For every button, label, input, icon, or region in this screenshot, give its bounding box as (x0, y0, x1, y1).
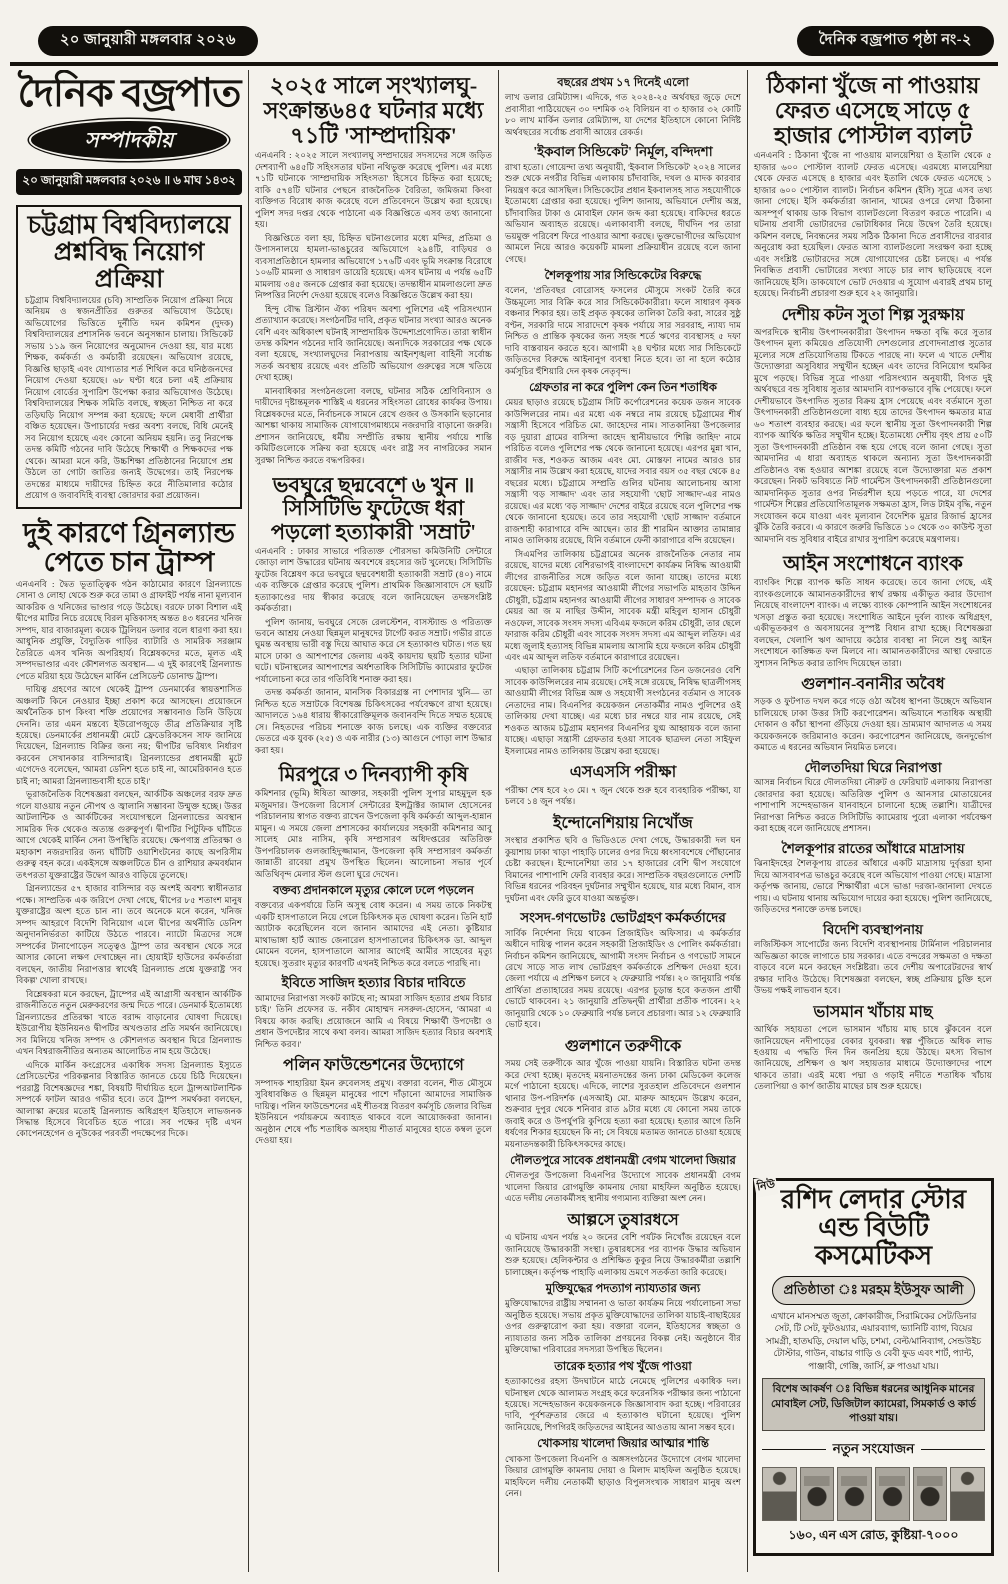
subhead-polling-officials: সংসদ-গণভোটঃ ভোটগ্রহণ কর্মকর্তাদের (520, 910, 726, 926)
masthead-title: দৈনিক বজ্রপাত (17, 72, 241, 115)
ad-new-tag: নিউ (754, 1175, 779, 1198)
camera-photo (913, 1467, 948, 1521)
article-body: ব্যাংকিং শিল্পে ব্যাপক ক্ষতি সাধন করেছে। তবে জানা গেছে, এই ব্যাংকগুলোকে আমানতকারীদের স্বার্থ রক্ষায় একীভূত করার উদ্যোগ নিয়েছে বাংলাদেশ ব্যাংক। এ লক্ষ্যে ব্যাংক কোম্পানি আইন সংশোধনের খসড়া প্রস্তুত করা হয়েছে। সংশোধিত আইনে দুর্বল ব্যাংক অধিগ্রহণ, একীভূতকরণ ও অবসায়নের সুস্পষ্ট বিধান রাখা হচ্ছে। বিশেষজ্ঞরা বলছেন, খেলাপি ঋণ আদায়ে কঠোর ব্যবস্থা না নিলে শুধু আইন সংশোধনে কাঙ্ক্ষিত ফল মিলবে না। আমানতকারীদের আস্থা ফেরাতে সুশাসন নিশ্চিত করার তাগিদ দিয়েছেন তারা। (754, 577, 992, 668)
subhead-tareq-murder: তারেক হত্যার পথ খুঁজে পাওয়া (554, 1360, 692, 1373)
article-body: আর্থিক সহায়তা পেলে ভাসমান খাঁচায় মাছ চাষে ঝুঁকবেন বলে জানিয়েছেন নদীপাড়ের বেকার যুবকরা। স্বল্প পুঁজিতে অধিক লাভ হওয়ায় এ পদ্ধতি দিন দিন জনপ্রিয় হয়ে উঠছে। মৎস্য বিভাগ জানিয়েছে, প্রশিক্ষণ ও ঋণ সহায়তার মাধ্যমে উদ্যোক্তাদের পাশে থাকবে তারা। এরই মধ্যে পদ্মা ও গড়াই নদীতে শতাধিক খাঁচায় তেলাপিয়া ও কার্প জাতীয় মাছের চাষ শুরু হয়েছে। (754, 1024, 992, 1092)
article-body: গ্রিনল্যান্ডের ৫৭ হাজার বাসিন্দার বড় অংশই অবশ্য স্বাধীনতার পক্ষে। সাম্প্রতিক এক জরিপে দেখা গেছে, দ্বীপের ৮৫ শতাংশ মানুষ যুক্তরাষ্ট্রের অংশ হতে চান না। তবে অনেকে মনে করেন, খনিজ সম্পদ আহরণে বিদেশি বিনিয়োগ এলে দ্বীপের অর্থনীতি ডেনিশ অনুদাননির্ভরতা কাটিয়ে উঠতে পারবে। ন্যাটো মিত্রদের সঙ্গে সম্পর্কের টানাপোড়েন সত্ত্বেও ট্রাম্প তার অবস্থান থেকে সরে আসার কোনো লক্ষণ দেখাচ্ছেন না। হোয়াইট হাউসের কর্মকর্তারা বলছেন, জাতীয় নিরাপত্তার স্বার্থেই গ্রিনল্যান্ড প্রশ্নে যুক্তরাষ্ট্র 'সব বিকল্প' খোলা রাখছে। (16, 883, 242, 986)
editorial-body: চট্টগ্রাম বিশ্ববিদ্যালয়ের (চবি) সাম্প্রতিক নিয়োগ প্রক্রিয়া নিয়ে অনিয়ম ও স্বজনপ্রীতির গুরুতর অভিযোগ উঠেছে। অভিযোগের ভিত্তিতে দুর্নীতি দমন কমিশন (দুদক) বিশ্ববিদ্যালয়ের প্রশাসনিক ভবনে অনুসন্ধান চালায়। সিন্ডিকেট সভায় ১১৯ জন নিয়োগের অনুমোদন দেওয়া হয়, যার মধ্যে শিক্ষক, কর্মকর্তা ও কর্মচারী রয়েছেন। অভিযোগ রয়েছে, বিজ্ঞপ্তি ছাড়াই এবং যোগ্যতার শর্ত শিথিল করে ঘনিষ্ঠজনদের নিয়োগ দেওয়া হয়েছে। ৬৮ ঘণ্টা ধরে চলা এই প্রক্রিয়ায় নিয়োগ বোর্ডের সুপারিশ উপেক্ষা করার অভিযোগও উঠেছে। বিশ্ববিদ্যালয়ের শিক্ষক সমিতি বলছে, স্বচ্ছতা নিশ্চিত না করে তড়িঘড়ি নিয়োগ সম্পন্ন করা হয়েছে; ফলে মেধাবী প্রার্থীরা বঞ্চিত হয়েছেন। উপাচার্যের দপ্তর অবশ্য বলছে, বিধি মেনেই সব নিয়োগ হয়েছে এবং কোনো অনিয়ম হয়নি। তবু নিরপেক্ষ তদন্ত কমিটি গঠনের দাবি উঠেছে শিক্ষার্থী ও শিক্ষকদের পক্ষ থেকে। আমরা মনে করি, উচ্চশিক্ষা প্রতিষ্ঠানের নিয়োগে প্রশ্ন উঠলে তা গোটা জাতির জন্যই উদ্বেগের। তাই নিরপেক্ষ তদন্তের মাধ্যমে দায়ীদের চিহ্নিত করে নীতিমালার কঠোর প্রয়োগ ও জবাবদিহি ব্যবস্থা জোরদার করা প্রয়োজন। (25, 294, 233, 500)
subhead-gulshan-victim: গুলশানে তরুণীকে (564, 1037, 682, 1055)
article-body: মেয়র ছাড়াও রয়েছে চট্টগ্রাম সিটি কর্পোরেশনের কয়েক ডজন সাবেক কাউন্সিলরের নাম। এর মধ্যে এক নম্বরে নাম রয়েছে চট্টগ্রামের শীর্ষ সন্ত্রাসী হিসেবে পরিচিত মো. জাহেদের নাম। সাতকানিয়া উপজেলার বড় দুয়ারা গ্রামের বাসিন্দা জাহেদ স্থানীয়ভাবে 'শিল্পি জাহিদ' নামে পরিচিত বলেও পুলিশের পক্ষ থেকে জানানো হয়েছে। এরপর মুন্না খান, রাজীব দত্ত, শওকত আজম এবং মো. মোস্তফা নামের আরও চার সন্ত্রাসীর নাম উল্লেখ করা হয়েছে, যাদের সবার বয়স ৩৫ বছর থেকে ৪৫ বছরের মধ্যে। চট্টগ্রামে সম্প্রতি গুলির ঘটনায় আলোচনায় আসা সন্ত্রাসী 'বড় সাজ্জাদ' এবং তার সহযোগী 'ছোট সাজ্জাদ'-এর নামও রয়েছে। এর মধ্যে 'বড় সাজ্জাদ' দেশের বাইরে রয়েছে বলে পুলিশের পক্ষ থেকে জানানো হয়েছে। তবে তার সহযোগী 'ছোট সাজ্জাদ' বর্তমানে রাজশাহী কারাগারে বন্দি আছেন। তার স্ত্রী শারমিন আক্তার তামান্নার নামও তালিকায় রয়েছে, যিনি বর্তমানে ফেনী কারাগারে বন্দি রয়েছেন। (505, 397, 741, 546)
article-body: এনএনবি : ২০২৫ সালে সংখ্যালঘু সম্প্রদায়ের সদস্যদের সঙ্গে জড়িত দেশব্যাপী ৬৪৫টি সহিংসতার ঘটনা নথিভুক্ত করেছে পুলিশ। এর মধ্যে ৭১টি ঘটনাকে 'সাম্প্রদায়িক সহিংসতা' হিসেবে চিহ্নিত করা হয়েছে; বাকি ৫৭৪টি ঘটনার পেছনে রাজনৈতিক বৈরিতা, জমিজমা কিংবা ব্যক্তিগত বিরোধ কাজ করেছে বলে প্রতিবেদনে উল্লেখ করা হয়েছে। পুলিশ সদর দপ্তর থেকে পাঠানো এক বিজ্ঞপ্তিতে এসব তথ্য জানানো হয়। (255, 150, 492, 230)
article-body: সিএমপির তালিকায় চট্টগ্রামের অনেক রাজনৈতিক নেতার নাম রয়েছে, যাদের মধ্যে বেশিরভাগই বাংলাদেশে কার্যক্রম নিষিদ্ধ আওয়ামী লীগের রাজনীতির সঙ্গে জড়িত বলে জানা যাচ্ছে। তাদের মধ্যে রয়েছেন: চট্টগ্রাম মহানগর আওয়ামী লীগের সভাপতি মাহতাব উদ্দিন চৌধুরী, চট্টগ্রাম মহানগর আওয়ামী লীগের সাধারণ সম্পাদক ও সাবেক মেয়র আ জ ম নাছির উদ্দীন, সাবেক মন্ত্রী মহিবুল হাসান চৌধুরী নওফেল, সাবেক সংসদ সদস্য এবিএম ফজলে করিম চৌধুরী, তার ছেলে ফারাজ করিম চৌধুরী এবং সাবেক সংসদ সদস্য এম আব্দুল লতিফ। এর মধ্যে জুলাই হত্যাসহ বিভিন্ন মামলায় আসামি হয়ে ফজলে করিম চৌধুরী এবং এম আব্দুল লতিফ বর্তমানে কারাগারে রয়েছেন। (505, 548, 741, 662)
headline-murder: ভবঘুরে ছদ্মবেশে ৬ খুন ॥ সিসিটিভি ফুটেজে ধরা পড়লো হত্যাকারী 'সম্রাট' (270, 473, 477, 544)
subhead-alps-avalanche: আল্পসে তুষারধসে (567, 1211, 679, 1229)
subhead-bank-law: আইন সংশোধনে ব্যাংক (783, 553, 963, 576)
subhead-indonesia-missing: ইন্দোনেশিয়ায় নিখোঁজ (553, 814, 693, 832)
article-body: সড়ক ও ফুটপাত দখল করে গড়ে ওঠা অবৈধ স্থাপনা উচ্ছেদে অভিযান চালিয়েছে ঢাকা উত্তর সিটি করপোরেশন। অভিযানে শতাধিক অস্থায়ী দোকান ও কাঁচা স্থাপনা গুঁড়িয়ে দেওয়া হয়। ভ্রাম্যমাণ আদালত এ সময় কয়েকজনকে জরিমানাও করেন। করপোরেশন জানিয়েছে, জনদুর্ভোগ কমাতে এ ধরনের অভিযান নিয়মিত চলবে। (754, 696, 992, 753)
divider (921, 1449, 985, 1450)
subhead-iqbal-syndicate: 'ইকবাল সিন্ডিকেট' নির্মূল, বন্দিদশা (533, 144, 713, 160)
subhead-khoksa-khaleda: খোকসায় খালেদা জিয়ার আত্মার শান্তি (537, 1438, 709, 1451)
subhead-ssc-exam: এসএসসি পরীক্ষা (569, 764, 677, 782)
article-body: এদিকে মার্কিন কংগ্রেসের একাধিক সদস্য গ্রিনল্যান্ড ইস্যুতে প্রেসিডেন্টের পরিকল্পনার বিস্তারিত জানতে চেয়ে চিঠি দিয়েছেন। পররাষ্ট্র বিশেষজ্ঞদের শঙ্কা, বিষয়টি দীর্ঘায়িত হলে ট্রান্সআটলান্টিক সম্পর্কে ফাটল আরও গভীর হবে। তবে ট্রাম্প সমর্থকরা বলছেন, আলাস্কা ক্রয়ের মতোই গ্রিনল্যান্ড অধিগ্রহণ ইতিহাসে লাভজনক সিদ্ধান্ত হিসেবে বিবেচিত হতে পারে। সব পক্ষের দৃষ্টি এখন কোপেনহেগেন ও নুউকের পরবর্তী পদক্ষেপের দিকে। (16, 1059, 242, 1139)
editorial-headline: চট্টগ্রাম বিশ্ববিদ্যালয়ে প্রশ্নবিদ্ধ নিয়োগ প্রক্রিয়া (27, 211, 231, 293)
article-body: বিজ্ঞপ্তিতে বলা হয়, চিহ্নিত ঘটনাগুলোর মধ্যে মন্দির, প্রতিমা ও উপাসনালয়ে হামলা-ভাঙচুরের অভিযোগে ২৯৪টি, বাড়িঘর ও ব্যবসাপ্রতিষ্ঠানে হামলার অভিযোগে ১৭৬টি এবং ভূমি সংক্রান্ত বিরোধে ১০৬টি মামলা ও সাধারণ ডায়েরি হয়েছে। এসব ঘটনায় এ পর্যন্ত ৬৫টি মামলায় ৩৪৫ জনকে গ্রেপ্তার করা হয়েছে। তদন্তাধীন মামলাগুলো দ্রুত নিষ্পত্তির নির্দেশ দেওয়া হয়েছে বলেও বিজ্ঞপ্তিতে উল্লেখ করা হয়। (255, 232, 492, 301)
article-body: বক্তব্যের একপর্যায়ে তিনি অসুস্থ বোধ করেন। এ সময় তাকে নিকটস্থ একটি হাসপাতালে নিয়ে গেলে চিকিৎসক মৃত ঘোষণা করেন। তিনি হার্ট অ্যাটাক করেছিলেন বলে জানান আমাদের এই নেতা। কুষ্টিয়ার মাথাভাঙ্গা হার্ট অ্যান্ড জেনারেল হাসপাতালের চিকিৎসক ডা. আব্দুল মোমেন বলেন, হাসপাতালে আসার আগেই আমীর সাহেবের মৃত্যু হয়েছে। সুতরাং মৃত্যুর কারণটি এখনই নিশ্চিত করে বলতে পারছি না। (255, 900, 492, 968)
ad-special-offer: বিশেষ আকর্ষণ ঃ বিভিন্ন ধরনের আধুনিক মানের মোবাইল সেট, ডিজিটাল ক্যামেরা, সিমকার্ড ও কার্ড পাওয়া যায়। (762, 1378, 985, 1431)
ad-new-addition-label: নতুন সংযোজন (832, 1441, 915, 1456)
page-number-pill: দৈনিক বজ্রপাত পৃষ্ঠা নং-২ (797, 26, 994, 56)
article-body: হত্যাকাণ্ডের রহস্য উদঘাটনে মাঠে নেমেছে পুলিশের একাধিক দল। ঘটনাস্থল থেকে আলামত সংগ্রহ করে ফরেনসিক পরীক্ষার জন্য পাঠানো হয়েছে। সন্দেহভাজন কয়েকজনকে জিজ্ঞাসাবাদ করা হচ্ছে। পরিবারের দাবি, পূর্বশত্রুতার জেরে এ হত্যাকাণ্ড ঘটানো হয়েছে। পুলিশ জানিয়েছে, শিগগিরই জড়িতদের আইনের আওতায় আনা সম্ভব হবে। (505, 1376, 741, 1432)
subhead-speech-death: বক্তব্য প্রদানকালে মৃত্যুর কোলে ঢলে পড়লেন (273, 885, 474, 898)
subhead-palin-foundation: পলিন ফাউন্ডেশনের উদ্যোগে (283, 1057, 464, 1075)
masthead-dateline: ২০ জানুয়ারী মঙ্গলবার ২০২৬ ॥ ৬ মাঘ ১৪৩২ (16, 169, 242, 195)
article-body: এনএনবি : ঢাকার সাভারে পরিত্যক্ত পৌরসভা কমিউনিটি সেন্টারে জোড়া লাশ উদ্ধারের ঘটনায় অবশেষে রহস্যের জট খুলেছে। সিসিটিভি ফুটেজ বিশ্লেষণ করে ভবঘুরে ছদ্মবেশধারী হত্যাকারী সম্রাট (৪০) নামে এক ব্যক্তিকে গ্রেপ্তার করেছে পুলিশ। প্রাথমিক জিজ্ঞাসাবাদে সে ছয়টি হত্যাকাণ্ডের দায় স্বীকার করেছে বলে জানিয়েছেন তদন্তসংশ্লিষ্ট কর্মকর্তারা। (255, 545, 492, 614)
column-two (248, 70, 498, 1572)
column-three (498, 70, 747, 1572)
camera-photo (837, 1467, 872, 1521)
article-body: মানবাধিকার সংগঠনগুলো বলছে, ঘটনার সঠিক শ্রেণিবিন্যাস ও দায়ীদের দৃষ্টান্তমূলক শাস্তিই এ ধরনের সহিংসতা রোধের কার্যকর উপায়। বিশ্লেষকদের মতে, নির্বাচনকে সামনে রেখে গুজব ও উসকানি ছড়ানোর আশঙ্কা থাকায় সামাজিক যোগাযোগমাধ্যমে নজরদারি বাড়ানো জরুরি। প্রশাসন জানিয়েছে, ধর্মীয় সম্প্রীতি রক্ষায় স্থানীয় পর্যায়ে শান্তি কমিটিগুলোকে সক্রিয় করা হয়েছে এবং রাষ্ট্র সব নাগরিকের সমান সুরক্ষা নিশ্চিত করতে বদ্ধপরিকর। (255, 385, 492, 465)
person-photo (950, 1467, 985, 1521)
article-body: পরীক্ষা শেষ হবে ২৩ মে। ৭ জুন থেকে শুরু হবে ব্যবহারিক পরীক্ষা, যা চলবে ১৪ জুন পর্যন্ত। (505, 784, 741, 807)
ad-product-photos (762, 1467, 985, 1521)
subhead-arrest-list: গ্রেফতার না করে পুলিশ কেন তিন শতাধিক (529, 382, 717, 395)
article-body: লাখ ডলার রেমিট্যান্স। এদিকে, গত ২০২৪-২৫ অর্থবছর জুড়ে দেশে প্রবাসীরা পাঠিয়েছেন ৩০ দশমিক ৩২ বিলিয়ন বা ৩ হাজার ৩২ কোটি ৮০ লাখ মার্কিন ডলার রেমিট্যান্স, যা দেশের ইতিহাসে কোনো নির্দিষ্ট অর্থবছরের সর্বোচ্চ প্রবাসী আয়ের রেকর্ড। (505, 92, 741, 137)
article-body: অপরদিকে স্থানীয় উৎপাদনকারীরা উৎপাদন দক্ষতা বৃদ্ধি করে সুতার উৎপাদন মূল্য কমিয়েও প্রতিযোগী দেশগুলোর প্রণোদনাপ্রাপ্ত সুতোর মূল্যের সঙ্গে প্রতিযোগিতায় টিকতে পারছে না। ফলে এ খাতে দেশীয় উদ্যোক্তারা অসুবিধার সম্মুখীন হচ্ছেন এবং তাদের বিনিয়োগ হুমকির মুখে পড়ছে। বিভিন্ন সূত্রে পাওয়া পরিসংখ্যান অনুযায়ী, বিগত দুই অর্থবছরে বন্ড সুবিধায় সুতার আমদানি ব্যাপকভাবে বৃদ্ধি পেয়েছে। ফলে দেশীয়ভাবে উৎপাদিত সুতার বিক্রয় হ্রাস পেয়েছে এবং বর্তমানে সুতা উৎপাদনকারী প্রতিষ্ঠানগুলো বাধ্য হয়ে তাদের উৎপাদন ক্ষমতার মাত্র ৬০ শতাংশ ব্যবহার করছে। এর ফলে স্থানীয় সুতা উৎপাদনকারী শিল্প ব্যাপক আর্থিক ক্ষতির সম্মুখীন হচ্ছে। ইতোমধ্যে দেশীয় বৃহৎ প্রায় ৫০টি সুতা উৎপাদনকারী প্রতিষ্ঠান বন্ধ হয়ে গেছে বলে জানা গেছে। সুতা আমদানির এ ধারা অব্যাহত থাকলে অন্যান্য সুতা উৎপাদনকারী প্রতিষ্ঠানও বন্ধ হওয়ার আশঙ্কা রয়েছে বলে উদ্যোক্তারা মত প্রকাশ করেছেন। নিকট ভবিষ্যতে নিট গার্মেন্টস উৎপাদনকারী প্রতিষ্ঠানগুলো আমদানিকৃত সুতার ওপর নির্ভরশীল হয়ে পড়তে পারে, যা দেশের গার্মেন্টস শিল্পের প্রতিযোগিতামূলক সক্ষমতা হ্রাস, লিড টাইম বৃদ্ধি, নতুন সংযোজন কমে যাওয়া এবং মূল্যবান বৈদেশিক মুদ্রার রিজার্ভ হ্রাসের ঝুঁকি তৈরি করবে। এ কারণে জরুরি ভিত্তিতে ১০ থেকে ৩০ কাউন্ট সুতা আমদানি বন্ড সুবিধার বাইরে রাখার সুপারিশ করেছে মন্ত্রণালয়। (754, 326, 992, 544)
article-body: পুলিশ জানায়, ভবঘুরে সেজে রেলস্টেশন, বাসস্ট্যান্ড ও পরিত্যক্ত ভবনে আশ্রয় নেওয়া ছিন্নমূল মানুষদের টার্গেট করত সম্রাট। গভীর রাতে ঘুমন্ত অবস্থায় ভারী বস্তু দিয়ে আঘাত করে সে হত্যাকাণ্ড ঘটাত। গত ছয় মাসে ঢাকা ও আশপাশের জেলায় একই কায়দায় ছয়টি হত্যার ঘটনা ঘটে। ঘটনাস্থলের আশপাশের অর্ধশতাধিক সিসিটিভি ক্যামেরার ফুটেজ পর্যালোচনা করে তার গতিবিধি শনাক্ত করা হয়। (255, 616, 492, 684)
subhead-ibite-justice: ইবিতে সাজিদ হত্যার বিচার দাবিতে (281, 975, 466, 991)
article-body: খোকসা উপজেলা বিএনপি ও অঙ্গসংগঠনের উদ্যোগে বেগম খালেদা জিয়ার রোগমুক্তি কামনায় দোয়া ও মিলাদ মাহফিল অনুষ্ঠিত হয়েছে। মাহফিলে দলীয় নেতাকর্মী ছাড়াও বিপুলসংখ্যক সাধারণ মানুষ অংশ নেন। (505, 1453, 741, 1499)
article-body: ভূরাজনৈতিক বিশেষজ্ঞরা বলছেন, আর্কটিক অঞ্চলের বরফ দ্রুত গলে যাওয়ায় নতুন নৌপথ ও জ্বালানি সম্ভাবনা উন্মুক্ত হচ্ছে। উত্তর আটলান্টিক ও আর্কটিকের সংযোগস্থলে গ্রিনল্যান্ডের অবস্থান সামরিক দিক থেকেও অত্যন্ত গুরুত্বপূর্ণ। দ্বীপটির পিটুফিক ঘাঁটিতে আগে থেকেই মার্কিন সেনা উপস্থিতি রয়েছে। ক্ষেপণাস্ত্র প্রতিরক্ষা ও মহাকাশ নজরদারির জন্য ঘাঁটিটি ওয়াশিংটনের কাছে অপরিসীম গুরুত্ব বহন করে। একইসঙ্গে অঞ্চলটিতে চীন ও রাশিয়ার ক্রমবর্ধমান তৎপরতা যুক্তরাষ্ট্রের উদ্বেগ আরও বাড়িয়ে তুলেছে। (16, 789, 242, 880)
article-body: এনএনবি : দ্বৈত ভূতাত্ত্বিক গঠন কাঠামোর কারণে গ্রিনল্যান্ডে সোনা ও লোহা থেকে শুরু করে তামা ও গ্রাফাইট পর্যন্ত নানা মূল্যবান আকরিক ও খনিজের ভাণ্ডার গড়ে উঠেছে। বরফে ঢাকা বিশাল এই দ্বীপের মাটির নিচে রয়েছে বিরল মৃত্তিকাসহ অন্তত ৪৩ ধরনের খনিজ সম্পদ, যার বাজারমূল্য কয়েক ট্রিলিয়ন ডলার বলে ধারণা করা হয়। আধুনিক প্রযুক্তি, বৈদ্যুতিক গাড়ির ব্যাটারি ও সামরিক সরঞ্জাম তৈরিতে এসব খনিজ অপরিহার্য। বিশ্লেষকদের মতে, মূলত এই সম্পদভাণ্ডার এবং কৌশলগত অবস্থান— এ দুই কারণেই গ্রিনল্যান্ড পেতে মরিয়া হয়ে উঠেছেন মার্কিন প্রেসিডেন্ট ডোনাল্ড ট্রাম্প। (16, 578, 242, 681)
article-body: এনএনবি : ঠিকানা খুঁজে না পাওয়ায় মালয়েশিয়া ও ইতালি থেকে ৫ হাজার ৬০০ পোস্টাল ব্যালট ফেরত এসেছে। এরমধ্যে মালয়েশিয়া থেকে ফেরত এসেছে ৪ হাজার এবং ইতালি থেকে ফেরত এসেছে ১ হাজার ৬০০ পোস্টাল ব্যালট। নির্বাচন কমিশন (ইসি) সূত্রে এসব তথ্য জানা গেছে। ইসি কর্মকর্তারা জানান, খামের ওপরে লেখা ঠিকানা অসম্পূর্ণ থাকায় ডাক বিভাগ ব্যালটগুলো বিতরণ করতে পারেনি। এ ঘটনায় প্রবাসী ভোটারদের ভোটাধিকার নিয়ে উদ্বেগ তৈরি হয়েছে। কমিশন বলছে, নিবন্ধনের সময় সঠিক ঠিকানা দিতে প্রবাসীদের বারবার অনুরোধ করা হয়েছিল। ফেরত আসা ব্যালটগুলো সংরক্ষণ করা হচ্ছে এবং সংশ্লিষ্ট ভোটারদের সঙ্গে যোগাযোগের চেষ্টা চলছে। এ পর্যন্ত নিবন্ধিত প্রবাসী ভোটারের সংখ্যা সাড়ে চার লাখ ছাড়িয়েছে বলে জানিয়েছে ইসি। ডাকযোগে ভোট দেওয়ার এ সুযোগ এবারই প্রথম চালু হয়েছে। নির্বাচনী প্রচারণা শুরু হবে ২২ জানুয়ারি। (754, 150, 992, 299)
article-body: সার্বিক নির্দেশনা দিয়ে থাকেন প্রিজাইডিং অফিসার। এ কর্মকর্তার অধীনে দায়িত্ব পালন করেন সহকারী প্রিজাইডিং ও পোলিং কর্মকর্তারা। নির্বাচন কমিশন জানিয়েছে, আগামী সংসদ নির্বাচন ও গণভোট সামনে রেখে সাড়ে সাত লাখ ভোটগ্রহণ কর্মকর্তাকে প্রশিক্ষণ দেওয়া হবে। জেলা পর্যায়ে এ প্রশিক্ষণ চলবে ২ ফেব্রুয়ারি পর্যন্ত। ২০ জানুয়ারি পর্যন্ত প্রার্থিতা প্রত্যাহারের সময় রয়েছে। এরপর চূড়ান্ত হবে কতজন প্রার্থী ভোটে থাকবেন। ২১ জানুয়ারি প্রতিদ্বন্দ্বী প্রার্থীরা প্রতীক পাবেন। ২২ জানুয়ারি থেকে ১০ ফেব্রুয়ারি পর্যন্ত চলবে প্রচারণা। আর ১২ ফেব্রুয়ারি ভোট হবে। (505, 927, 741, 1030)
subhead-floating-cage-fish: ভাসমান খাঁচায় মাছ (813, 1003, 933, 1021)
article-body: রাখা হতো। গোয়েন্দা তথ্য অনুযায়ী, 'ইকবাল সিন্ডিকেট' ২০২৪ সালের শুরু থেকে নগরীর বিভিন্ন এলাকায় চাঁদাবাজি, দখল ও মাদক কারবার নিয়ন্ত্রণ করে আসছিল। সিন্ডিকেটের প্রধান ইকবালসহ সাত সহযোগীকে ইতোমধ্যে গ্রেপ্তার করা হয়েছে। পুলিশ জানায়, অভিযানে দেশীয় অস্ত্র, চাঁদাবাজির টাকা ও মোবাইল ফোন জব্দ করা হয়েছে। বাকিদের ধরতে অভিযান অব্যাহত রয়েছে। এলাকাবাসী বলছে, দীর্ঘদিন পর তারা ভয়মুক্ত পরিবেশ ফিরে পাওয়ার আশা করছে। ভুক্তভোগীদের অভিযোগ আমলে নিয়ে আরও কয়েকটি মামলা প্রক্রিয়াধীন রয়েছে বলে জানা গেছে। (505, 161, 741, 264)
headline-greenland: দুই কারণে গ্রিনল্যান্ড পেতে চান ট্রাম্প (23, 518, 235, 578)
date-pill: ২০ জানুয়ারী মঙ্গলবার ২০২৬ (38, 26, 258, 56)
subhead-freedom-fighters: মুক্তিযুদ্ধের পদত্যাগ ন্যায্যতার জন্য (545, 1283, 701, 1296)
article-body: দায়িত্ব গ্রহণের আগে থেকেই ট্রাম্প ডেনমার্কের স্বায়ত্তশাসিত অঞ্চলটি কিনে নেওয়ার ইচ্ছা প্রকাশ করে আসছেন। প্রয়োজনে অর্থনৈতিক চাপ কিংবা শক্তি প্রয়োগের সম্ভাবনাও তিনি উড়িয়ে দেননি। তার এমন মন্তব্যে ইউরোপজুড়ে তীব্র প্রতিক্রিয়ার সৃষ্টি হয়েছে। ডেনমার্কের প্রধানমন্ত্রী মেটে ফ্রেডেরিকসেন সাফ জানিয়ে দিয়েছেন, গ্রিনল্যান্ড বিক্রির জন্য নয়; দ্বীপটির ভবিষ্যৎ নির্ধারণ করবেন সেখানকার বাসিন্দারাই। গ্রিনল্যান্ডের প্রধানমন্ত্রী মুটে এগেদেও বলেছেন, 'আমরা ডেনিশ হতে চাই না, আমেরিকানও হতে চাই না; আমরা গ্রিনল্যান্ডবাসী হতে চাই।' (16, 684, 242, 786)
ad-title: রশিদ লেদার স্টোর এন্ড বিউটি কসমেটিকস (780, 1185, 967, 1271)
editorial-box (16, 205, 242, 510)
article-body: ঝিনাইদহের শৈলকূপায় রাতের আঁধারে একটি মাদ্রাসায় দুর্বৃত্তরা হানা দিয়ে আসবাবপত্র ভাঙচুর করেছে বলে অভিযোগ পাওয়া গেছে। মাদ্রাসা কর্তৃপক্ষ জানায়, ভোরে শিক্ষার্থীরা এসে ভাঙা দরজা-জানালা দেখতে পায়। এ ঘটনায় থানায় অভিযোগ দায়ের করা হয়েছে। পুলিশ জানিয়েছে, জড়িতদের শনাক্তে তদন্ত চলছে। (754, 858, 992, 915)
article-body: বলেন, 'প্রতিবছর বোরোসহ ফসলের মৌসুমে সংকট তৈরি করে উচ্চমূল্যে সার বিক্রি করে সার সিন্ডিকেটকারীরা। ফলে সাধারণ কৃষক বঞ্চনার শিকার হয়। তাই প্রকৃত কৃষকের তালিকা তৈরি করা, সারের সুষ্ঠু বণ্টন, সরকারি দামে সারাদেশে কৃষক পর্যায়ে সার সরবরাহ, ন্যায্য দাম নিশ্চিত ও প্রান্তিক কৃষকের জন্য সহজ শর্তে ঋণের ব্যবস্থাসহ ৫ দফা দাবি বাস্তবায়ন করতে হবে। আগামী ২৪ ঘণ্টার মধ্যে সার সিন্ডিকেটে জড়িতদের বিরুদ্ধে আইনানুগ ব্যবস্থা নিতে হবে। তা না হলে কঠোর কর্মসূচির হুঁশিয়ারি দেন কৃষক নেতৃবৃন্দ। (505, 285, 741, 376)
article-body: মুক্তিযোদ্ধাদের রাষ্ট্রীয় সম্মাননা ও ভাতা কার্যক্রম নিয়ে পর্যালোচনা সভা অনুষ্ঠিত হয়েছে। সভায় প্রকৃত মুক্তিযোদ্ধাদের তালিকা যাচাই-বাছাইয়ের ওপর গুরুত্বারোপ করা হয়। বক্তারা বলেন, ইতিহাসের স্বচ্ছতা ও ন্যায্যতার জন্য সঠিক তালিকা প্রণয়নের বিকল্প নেই। অনুষ্ঠানে বীর মুক্তিযোদ্ধা পরিবারের সদস্যরা উপস্থিত ছিলেন। (505, 1298, 741, 1355)
advertisement-rashid-leather-store (753, 1178, 994, 1556)
article-body: এছাড়া তালিকায় চট্টগ্রাম সিটি কর্পোরেশনের তিন ডজনেরও বেশি সাবেক কাউন্সিলরের নাম রয়েছে। সেই সঙ্গে রয়েছে, নিষিদ্ধ ছাত্রলীগসহ আওয়ামী লীগের বিভিন্ন অঙ্গ ও সহযোগী সংগঠনের বর্তমান ও সাবেক নেতাদের নাম। বিএনপির কয়েকজন নেতাকর্মীর নামও পুলিশের ওই তালিকায় দেখা যাচ্ছে। এর মধ্যে চার নম্বরে যার নাম রয়েছে, সেই শওকত আজম চট্টগ্রাম মহানগর বিএনপির যুগ্ম আহ্বায়ক বলে জানা যাচ্ছে। এছাড়া সন্ত্রাসী গ্রেফতার হওয়া সাবেক ছাত্রদল নেতা সাইফুল ইসলামের নামও তালিকায় উল্লেখ করা হয়েছে। (505, 665, 741, 756)
column-editorial (10, 70, 248, 1572)
article-body: এ ঘটনায় এখন পর্যন্ত ২০ জনের বেশি পর্যটক নিখোঁজ রয়েছেন বলে জানিয়েছে উদ্ধারকারী সংস্থা। তুষারধসের পর ব্যাপক উদ্ধার অভিযান শুরু হয়েছে। হেলিকপ্টার ও প্রশিক্ষিত কুকুর নিয়ে উদ্ধারকর্মীরা তল্লাশি চালাচ্ছেন। কর্তৃপক্ষ পাহাড়ি এলাকায় ভ্রমণে সতর্কতা জারি করেছে। (505, 1232, 741, 1277)
article-body: কমিশনার (ভূমি) ঈষিতা আক্তার, সহকারী পুলিশ সুপার মাহমুদুল হক মজুমদার। উপজেলা রিসোর্স সেন্টারের ইন্সট্রাক্টর জামাল হোসেনের পরিচালনায় স্বাগত বক্তব্য রাখেন উপজেলা কৃষি কর্মকর্তা আব্দুল-হান্নান মামুন। এ সময়ে জেলা প্রশাসকের কার্যালয়ের সহকারী কমিশনার আবু সালেহ মোঃ নাসিম, কৃষি সম্প্রসারণ অধিদপ্তরের অতিরিক্ত উপপরিচালক গুলজাহিদুজ্জামান, উপজেলা কৃষি সম্প্রসারণ কর্মকর্তা জান্নাতী রাবেয়া প্রমুখ উপস্থিত ছিলেন। আলোচনা সভার পূর্বে অতিথিবৃন্দ মেলার স্টল গুলো ঘুরে দেখেন। (255, 788, 492, 879)
person-photo (762, 1467, 797, 1521)
article-body: সম্পাদক শাহারিয়া ইমন রুবেলসহ প্রমুখ। বক্তারা বলেন, শীত মৌসুমে সুবিধাবঞ্চিত ও ছিন্নমূল মানুষের পাশে দাঁড়ানো আমাদের সামাজিক দায়িত্ব। পলিন ফাউন্ডেশনের এই শীতবস্ত্র বিতরণ কর্মসূচি জেলার বিভিন্ন ইউনিয়নে পর্যায়ক্রমে অব্যাহত থাকবে বলে আয়োজকরা জানান। অনুষ্ঠান শেষে পাঁচ শতাধিক অসহায় শীতার্ত মানুষের হাতে কম্বল তুলে দেওয়া হয়। (255, 1077, 492, 1146)
subhead-fertilizer-syndicate: শৈলকূপায় সার সিন্ডিকেটের বিরুদ্ধে (544, 270, 702, 283)
article-body: আমাদের নিরাপত্তা সংকট কাটছে না; আমরা সাজিদ হত্যার প্রথম বিচার চাই।' তিনি প্রফেসর ড. নকীব মোহাম্মদ নসরুল-হোসেন, 'আমরা এ বিষয়ে কাজ করছি। প্রয়োজনে আমি এ বিষয়ে শিক্ষার্থী উপদেষ্টা ও প্রধান উপদেষ্টার সাথে কথা বলব। আমরা সাজিদ হত্যার বিচার অবশ্যই নিশ্চিত করব।' (255, 992, 492, 1049)
camera-photo (875, 1467, 910, 1521)
page-header (10, 0, 998, 66)
ad-founder-badge: প্রতিষ্ঠাতা ঃ মরহম ইউসুফ আলী (772, 1276, 975, 1305)
ad-product-list: এখানে মানসম্মত জুতা, ক্রোকারীজ, সিরামিকের সেট/ডিনার সেট, টি সেট, ফুটওয়্যার, এয়ারব্যাগ, ভ্যানিটি ব্যাগ, বিয়ের সামগ্রী, হাতঘড়ি, দেয়াল ঘড়ি, চশমা, বেল্ট/মানিব্যাগ, সেন্ডউইচ টোস্টার, গাউন, বাচ্চার গাড়ি ও বেবী ফুড এবং শার্ট, প্যান্ট, পাঞ্জাবী, গেঞ্জি, জার্সি, ব্রু পাওয়া যায়। (765, 1310, 982, 1371)
subhead-madrasa-attack: শৈলকূপার রাতের আঁধারে মাদ্রাসায় (781, 840, 965, 856)
subhead-daulatpur-khaleda: দৌলতপুরে সাবেক প্রধানমন্ত্রী বেগম খালেদা জিয়ার (510, 1155, 736, 1168)
subhead-foreign-management: বিদেশি ব্যবস্থাপনায় (823, 921, 923, 937)
article-body: হিন্দু বৌদ্ধ খ্রিস্টান ঐক্য পরিষদ অবশ্য পুলিশের এই পরিসংখ্যান প্রত্যাখ্যান করেছে। সংগঠনটির দাবি, প্রকৃত ঘটনার সংখ্যা আরও অনেক বেশি এবং অধিকাংশ ঘটনাই সাম্প্রদায়িক উদ্দেশ্যপ্রণোদিত। তারা স্বাধীন তদন্ত কমিশন গঠনের দাবি জানিয়েছে। অন্যদিকে সরকারের পক্ষ থেকে বলা হয়েছে, সংখ্যালঘুদের নিরাপত্তায় আইনশৃঙ্খলা বাহিনী সর্বোচ্চ সতর্ক অবস্থায় রয়েছে এবং প্রতিটি অভিযোগ গুরুত্বের সঙ্গে খতিয়ে দেখা হচ্ছে। (255, 303, 492, 383)
article-body: দৌলতপুর উপজেলা বিএনপির উদ্যোগে সাবেক প্রধানমন্ত্রী বেগম খালেদা জিয়ার রোগমুক্তি কামনায় দোয়া মাহফিল অনুষ্ঠিত হয়েছে। এতে দলীয় নেতাকর্মীসহ স্থানীয় গণ্যমান্য ব্যক্তিরা অংশ নেন। (505, 1170, 741, 1204)
headline-agri-fair: মিরপুরে ৩ দিনব্যাপী কৃষি (278, 764, 469, 787)
camera-photo (800, 1467, 835, 1521)
column-four (747, 70, 998, 1572)
ad-new-addition-row (762, 1438, 985, 1461)
subhead-gulshan-banani: গুলশান-বনানীর অবৈধ (801, 676, 945, 694)
headline-minority: ২০২৫ সালে সংখ্যালঘু-সংক্রান্ত৬৪৫ ঘটনার মধ্যে ৭১টি 'সাম্প্রদায়িক' (263, 73, 484, 148)
ad-address: ১৬০, এন এস রোড, কুষ্টিয়া-৭০০০ (788, 1528, 959, 1542)
article-body: তদন্ত কর্মকর্তা জানান, মানসিক বিকারগ্রস্ত না পেশাদার খুনি— তা নিশ্চিত হতে সম্রাটকে বিশেষজ্ঞ চিকিৎসকের পর্যবেক্ষণে রাখা হয়েছে। আদালতে ১৬৪ ধারায় স্বীকারোক্তিমূলক জবানবন্দি দিতে সম্মত হয়েছে সে। নিহতদের পরিচয় শনাক্তে কাজ চলছে। এক ব্যক্তির বক্তব্যের ভেতরে এক যুবক (২৫) ও এক নারীর (১৩) আগুনে পোড়া লাশ উদ্ধার করা হয়। (255, 687, 492, 755)
article-body: সংস্থার প্রকাশিত ছবি ও ভিডিওতে দেখা গেছে, উদ্ধারকারী দল ঘন কুয়াশায় ঢাকা খাড়া পাহাড়ি ঢালের ওপর দিয়ে ধ্বংসাবশেষে পৌঁছানোর চেষ্টা করছেন। ইন্দোনেশিয়া তার ১৭ হাজারের বেশি দ্বীপ সংযোগে বিমানের পাশাপাশি ফেরি ব্যবহার করে। সাম্প্রতিক বছরগুলোতে দেশটি বিভিন্ন ধরনের পরিবহন দুর্ঘটনার সম্মুখীন হয়েছে, যার মধ্যে বিমান, বাস দুর্ঘটনা এবং ফেরি ডুবে যাওয়া অন্তর্ভুক্ত। (505, 835, 741, 903)
subhead-cotton-industry: দেশীয় কটন সুতা শিল্প সুরক্ষায় (781, 306, 965, 324)
subhead-daulatdia-security: দৌলতদিয়া ঘিরে নিরাপত্তা (804, 759, 942, 775)
article-body: আসন্ন নির্বাচন ঘিরে দৌলতদিয়া নৌরুট ও ফেরিঘাট এলাকায় নিরাপত্তা জোরদার করা হয়েছে। অতিরিক্ত পুলিশ ও আনসার মোতায়েনের পাশাপাশি সন্দেহভাজন যানবাহনে চালানো হচ্ছে তল্লাশি। যাত্রীদের নিরাপত্তা নিশ্চিত করতে সিসিটিভি ক্যামেরায় পুরো এলাকা পর্যবেক্ষণ করা হচ্ছে বলে জানিয়েছে প্রশাসন। (754, 777, 992, 834)
headline-postal-ballot: ঠিকানা খুঁজে না পাওয়ায় ফেরত এসেছে সাড়ে ৫ হাজার পোস্টাল ব্যালট (766, 73, 980, 148)
article-body: সময় সেই তরুণীকে আর খুঁজে পাওয়া যায়নি। বিস্তারিত ঘটনা তদন্ত করে দেখা হচ্ছে। মৃতদেহ ময়নাতদন্তের জন্য ঢাকা মেডিকেল কলেজ মর্গে পাঠানো হয়েছে। এদিকে, লাশের সুরতহাল প্রতিবেদনে গুলশান থানার উপ-পরিদর্শক (এসআই) মো. মারুফ আহমেদ উল্লেখ করেন, শুক্রবার দুপুর থেকে শনিবার রাত ৯টার মধ্যে যে কোনো সময় তাকে জবাই করে ও উপর্যুপরি কুপিয়ে হত্যা করা হয়েছে। হত্যার আগে তিনি ধর্ষণের শিকার হয়েছেন কি না; সে বিষয়ে মতামত জানতে চাওয়া হয়েছে ময়নাতদন্তকারী চিকিৎসকদের কাছে। (505, 1058, 741, 1149)
divider (762, 1449, 826, 1450)
editorial-badge: সম্পাদকীয় (31, 121, 227, 159)
subhead-remittance: বছরের প্রথম ১৭ দিনেই এলো (557, 77, 689, 89)
article-body: বিশ্লেষকরা মনে করছেন, ট্রাম্পের এই আগ্রাসী অবস্থান আর্কটিক রাজনীতিতে নতুন মেরুকরণের জন্ম দিতে পারে। ডেনমার্ক ইতোমধ্যে গ্রিনল্যান্ডের প্রতিরক্ষা খাতে বরাদ্দ বাড়ানোর ঘোষণা দিয়েছে। ইউরোপীয় ইউনিয়নও দ্বীপটির অখণ্ডতার প্রতি সমর্থন জানিয়েছে। সব মিলিয়ে খনিজ সম্পদ ও কৌশলগত অবস্থান ঘিরে গ্রিনল্যান্ড এখন বিশ্বরাজনীতির অন্যতম আলোচিত নাম হয়ে উঠেছে। (16, 988, 242, 1057)
article-body: লজিস্টিকস সাপোর্টের জন্য বিদেশি ব্যবস্থাপনায় টার্মিনাল পরিচালনার অভিজ্ঞতা কাজে লাগাতে চায় সরকার। এতে বন্দরের সক্ষমতা ও দক্ষতা বাড়বে বলে মনে করছেন সংশ্লিষ্টরা। তবে দেশীয় অপারেটরদের স্বার্থ রক্ষার দাবিও উঠেছে। বিশেষজ্ঞরা বলছেন, স্বচ্ছ প্রক্রিয়ায় চুক্তি হলে উভয় পক্ষই লাভবান হবে। (754, 939, 992, 996)
